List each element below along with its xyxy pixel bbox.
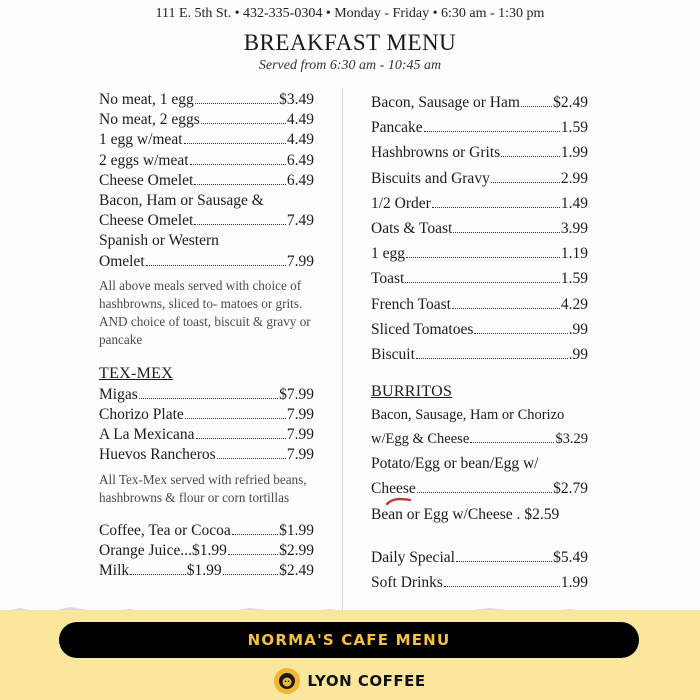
right-column bbox=[371, 90, 588, 595]
dot-leader bbox=[474, 333, 567, 334]
red-pen-mark-icon bbox=[386, 497, 412, 506]
meals-note: All above meals served with choice of hashbrowns, sliced to- matoes or grits. AND choice of toast, biscuit & gravy or pancake bbox=[99, 277, 311, 347]
menu-item bbox=[371, 140, 588, 165]
item-price: 7.99 bbox=[286, 252, 314, 270]
item-name: Daily Special bbox=[371, 548, 455, 566]
dot-leader bbox=[223, 574, 279, 575]
menu-item bbox=[99, 110, 314, 130]
dot-leader bbox=[424, 131, 560, 132]
lion-logo-icon bbox=[274, 668, 300, 694]
item-name: 2 eggs w/meat bbox=[99, 151, 189, 169]
brand-footer bbox=[0, 668, 700, 694]
item-price: .99 bbox=[568, 346, 588, 364]
spacer bbox=[99, 507, 314, 521]
menu-item bbox=[99, 561, 314, 581]
item-name: Migas bbox=[99, 385, 138, 403]
menu-item bbox=[371, 266, 588, 291]
menu-item bbox=[371, 216, 588, 241]
item-price: 2.99 bbox=[560, 169, 588, 187]
item-price: 1.99 bbox=[560, 144, 588, 162]
item-name: Cheese Omelet bbox=[99, 171, 194, 189]
menu-item bbox=[99, 521, 314, 541]
item-price: 1.49 bbox=[560, 194, 588, 212]
item-price: 4.49 bbox=[286, 131, 314, 149]
item-price: 7.99 bbox=[286, 446, 314, 464]
item-name: Chorizo Plate bbox=[99, 406, 184, 424]
item-name: Soft Drinks bbox=[371, 574, 443, 592]
item-name: Hashbrowns or Grits bbox=[371, 144, 501, 162]
item-price: $3.49 bbox=[279, 91, 314, 108]
item-name-line: Bacon, Ham or Sausage & bbox=[99, 192, 264, 210]
texmex-note: All Tex-Mex served with refried beans, hashbrowns & flour or corn tortillas bbox=[99, 471, 307, 505]
menu-item bbox=[371, 545, 588, 570]
item-name: Toast bbox=[371, 270, 405, 288]
menu-item bbox=[99, 445, 314, 465]
item-price: .99 bbox=[568, 320, 588, 338]
item-name: Coffee, Tea or Cocoa bbox=[99, 521, 231, 539]
item-name: Pancake bbox=[371, 119, 423, 137]
dot-leader bbox=[146, 265, 286, 266]
dot-leader bbox=[521, 106, 552, 107]
dot-leader bbox=[452, 308, 560, 309]
dot-leader bbox=[453, 232, 560, 233]
menu-title: BREAKFAST MENU bbox=[243, 30, 457, 55]
item-price: $2.79 bbox=[553, 480, 588, 498]
menu-item bbox=[99, 171, 314, 191]
dot-leader bbox=[196, 438, 286, 439]
column-divider bbox=[342, 88, 343, 618]
dot-leader bbox=[139, 398, 278, 399]
dot-leader bbox=[201, 123, 286, 124]
item-price: 1.99 bbox=[560, 574, 588, 592]
item-price: 4.49 bbox=[286, 111, 314, 129]
item-name: 1 egg w/meat bbox=[99, 131, 183, 149]
menu-subtitle: Served from 6:30 am - 10:45 am bbox=[258, 58, 442, 73]
item-price: $7.99 bbox=[279, 385, 314, 403]
item-price-small: $1.99 bbox=[186, 562, 222, 580]
item-price: 4.29 bbox=[560, 295, 588, 313]
item-name: Bean or Egg w/Cheese . bbox=[371, 505, 521, 523]
spacer bbox=[371, 527, 588, 545]
item-name-line: Spanish or Western bbox=[99, 232, 219, 250]
dot-leader bbox=[491, 182, 560, 183]
dot-leader bbox=[416, 358, 568, 359]
dot-leader bbox=[194, 184, 286, 185]
item-price: $5.49 bbox=[553, 548, 588, 566]
item-name: No meat, 2 eggs bbox=[99, 111, 200, 129]
item-name: Cheese Omelet bbox=[99, 212, 194, 230]
item-price: 7.99 bbox=[286, 406, 314, 424]
item-name: Omelet bbox=[99, 252, 145, 270]
menu-item bbox=[99, 130, 314, 150]
menu-item bbox=[99, 405, 314, 425]
item-name: w/Egg & Cheese bbox=[371, 431, 470, 448]
dot-leader bbox=[228, 554, 278, 555]
menu-item bbox=[371, 90, 588, 115]
menu-item bbox=[371, 115, 588, 140]
item-name-line: Potato/Egg or bean/Egg w/ bbox=[371, 455, 539, 473]
item-name: Huevos Rancheros bbox=[99, 446, 216, 464]
menu-item bbox=[99, 211, 314, 231]
item-name: Biscuit bbox=[371, 346, 415, 364]
dot-leader bbox=[194, 224, 286, 225]
menu-item bbox=[371, 342, 588, 367]
menu-item bbox=[99, 151, 314, 171]
item-name: Orange Juice...$1.99 bbox=[99, 541, 227, 559]
dot-leader bbox=[232, 534, 278, 535]
dot-leader bbox=[217, 458, 286, 459]
item-name: Milk bbox=[99, 562, 130, 580]
item-price: 6.49 bbox=[286, 171, 314, 189]
item-price: 1.59 bbox=[560, 119, 588, 137]
menu-item bbox=[99, 252, 314, 272]
dot-leader bbox=[195, 103, 278, 104]
menu-item bbox=[371, 570, 588, 595]
menu-item bbox=[99, 385, 314, 405]
item-price: 7.99 bbox=[286, 426, 314, 444]
item-name: Bacon, Sausage or Ham bbox=[371, 94, 520, 111]
dot-leader bbox=[417, 492, 552, 493]
item-name: Oats & Toast bbox=[371, 220, 453, 238]
banner-text: NORMA'S CAFE MENU bbox=[247, 631, 451, 649]
item-name: Biscuits and Gravy bbox=[371, 169, 490, 187]
item-price: $2.49 bbox=[279, 562, 314, 580]
menu-item bbox=[371, 166, 588, 191]
item-price: $2.99 bbox=[279, 541, 314, 559]
dot-leader bbox=[405, 282, 560, 283]
menu-item bbox=[371, 292, 588, 317]
dot-leader bbox=[432, 207, 560, 208]
address-hours-line: 111 E. 5th St. • 432-335-0304 • Monday - Friday • 6:30 am - 1:30 pm bbox=[155, 6, 545, 21]
item-price: $3.29 bbox=[555, 431, 588, 448]
item-price: $2.49 bbox=[553, 94, 588, 111]
item-price: $2.59 bbox=[524, 505, 560, 523]
dot-leader bbox=[185, 418, 286, 419]
dot-leader bbox=[190, 164, 286, 165]
item-name: 1 egg bbox=[371, 245, 406, 263]
item-name: No meat, 1 egg bbox=[99, 91, 194, 108]
item-name-line: Bacon, Sausage, Ham or Chorizo bbox=[371, 407, 565, 424]
texmex-heading: TEX-MEX bbox=[99, 364, 174, 382]
item-name: French Toast bbox=[371, 295, 451, 313]
item-price: 6.49 bbox=[286, 151, 314, 169]
dot-leader bbox=[406, 257, 560, 258]
brand-name: LYON COFFEE bbox=[307, 672, 426, 690]
dot-leader bbox=[501, 156, 560, 157]
burritos-heading: BURRITOS bbox=[371, 383, 453, 401]
item-name: A La Mexicana bbox=[99, 426, 195, 444]
item-name: Cheese bbox=[371, 480, 416, 498]
item-price: 1.19 bbox=[560, 245, 588, 263]
menu-item bbox=[371, 427, 588, 451]
item-price: $1.99 bbox=[279, 521, 314, 539]
menu-item bbox=[99, 541, 314, 561]
menu-item bbox=[371, 241, 588, 266]
item-price: 3.99 bbox=[560, 220, 588, 238]
menu-item bbox=[99, 90, 314, 110]
dot-leader bbox=[184, 143, 286, 144]
menu-item bbox=[371, 191, 588, 216]
item-name: Sliced Tomatoes bbox=[371, 320, 474, 338]
dot-leader bbox=[444, 586, 560, 587]
menu-item bbox=[99, 425, 314, 445]
dot-leader bbox=[470, 442, 554, 443]
item-price: 1.59 bbox=[560, 270, 588, 288]
item-price: 7.49 bbox=[286, 212, 314, 230]
left-column bbox=[99, 90, 314, 581]
dot-leader bbox=[130, 574, 186, 575]
title-banner bbox=[59, 622, 639, 658]
menu-item bbox=[371, 317, 588, 342]
item-name: 1/2 Order bbox=[371, 194, 431, 212]
dot-leader bbox=[456, 561, 552, 562]
